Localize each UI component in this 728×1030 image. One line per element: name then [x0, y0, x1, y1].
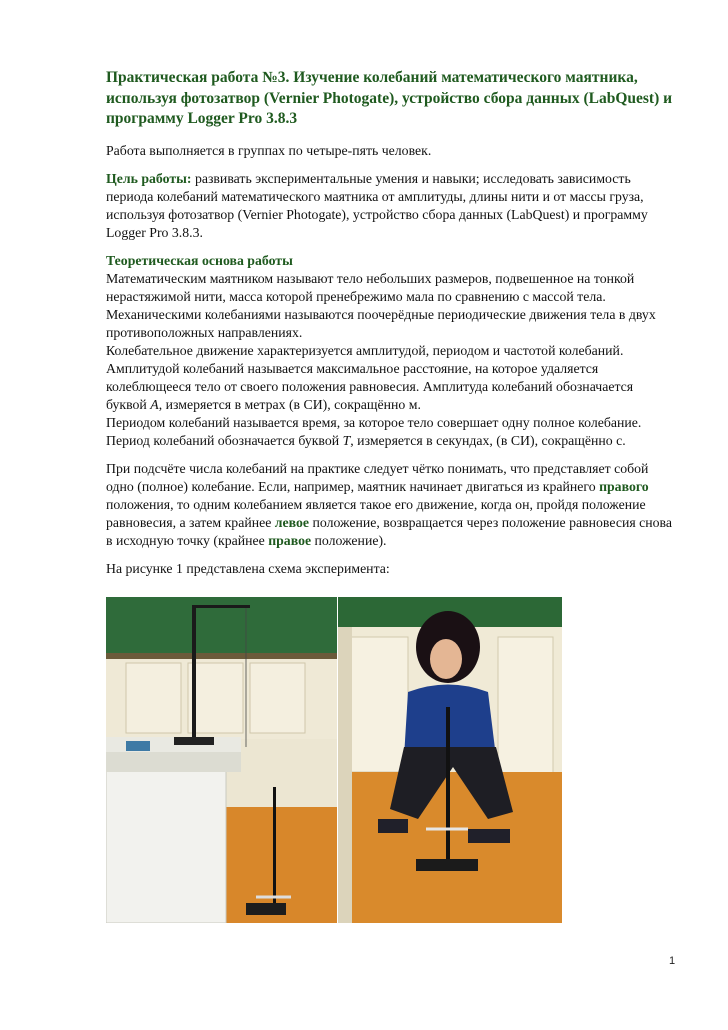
counting-text: положение). [311, 532, 387, 548]
goal-label: Цель работы: [106, 170, 192, 186]
figure-intro: На рисунке 1 представлена схема эксперимента: [106, 560, 390, 576]
counting-text: положения, то одним колебанием является такое его движение, когда он, пройдя положение равновесия, а затем крайнее [106, 496, 646, 530]
goal-text: развивать экспериментальные умения и навыки; исследовать зависимость периода колебаний математического маятника от амплитуды, длины нити и от массы груза, используя фотозатвор (Vernier Photogate), устройство сбора данных (LabQuest) и программу Logger Pro 3.8.3. [106, 170, 648, 240]
experiment-figure [106, 597, 562, 923]
page-title: Практическая работа №3. Изучение колебаний математического маятника, используя фотозатвор (Vernier Photogate), устройство сбора данных (LabQuest) и программу Logger Pro 3.8.3 [106, 69, 673, 127]
theory-paragraph [106, 414, 676, 450]
period-units: , измеряется в секундах, (в СИ), сокращённо с. [350, 432, 626, 448]
highlight-word: правого [599, 478, 649, 494]
counting-text: При подсчёте числа колебаний на практике следует чётко понимать, что представляет собой одно (полное) колебание. Если, например, маятник начинает двигаться из крайнего [106, 460, 649, 494]
amplitude-units: , измеряется в метрах (в СИ), сокращённо м. [158, 396, 421, 412]
theory-paragraph: Колебательное движение характеризуется амплитудой, периодом и частотой колебаний. [106, 342, 624, 358]
highlight-word: правое [268, 532, 312, 548]
theory-section [106, 252, 676, 450]
counting-paragraph [106, 460, 676, 550]
theory-paragraph: Математическим маятником называют тело небольших размеров, подвешенное на тонкой нерастяжимой нити, масса которой пренебрежимо мала по сравнению с массой тела. [106, 270, 635, 304]
group-note: Работа выполняется в группах по четыре-пять человек. [106, 142, 432, 158]
period-text: Периодом колебаний называется время, за которое тело совершает одну полное колебание. Период колебаний обозначается буквой [106, 414, 642, 448]
highlight-word: левое [274, 514, 310, 530]
amplitude-text: Амплитудой колебаний называется максимальное расстояние, на которое удаляется колеблющееся тело от своего положения равновесия. Амплитуда колебаний обозначается буквой [106, 360, 634, 412]
photo-pendulum-stand [106, 597, 337, 923]
goal-paragraph [106, 170, 676, 242]
amplitude-symbol: A [150, 396, 159, 412]
period-symbol: T [342, 432, 351, 448]
counting-text: положение, возвращается через положение равновесия снова в исходную точку (крайнее [106, 514, 672, 548]
theory-paragraph: Механическими колебаниями называются поочерёдные периодические движения тела в двух противоположных направлениях. [106, 306, 656, 340]
page-number: 1 [669, 955, 676, 967]
theory-paragraph [106, 360, 676, 414]
photo-student-photogate [338, 597, 562, 923]
theory-heading: Теоретическая основа работы [106, 252, 293, 268]
document-body [106, 68, 676, 578]
